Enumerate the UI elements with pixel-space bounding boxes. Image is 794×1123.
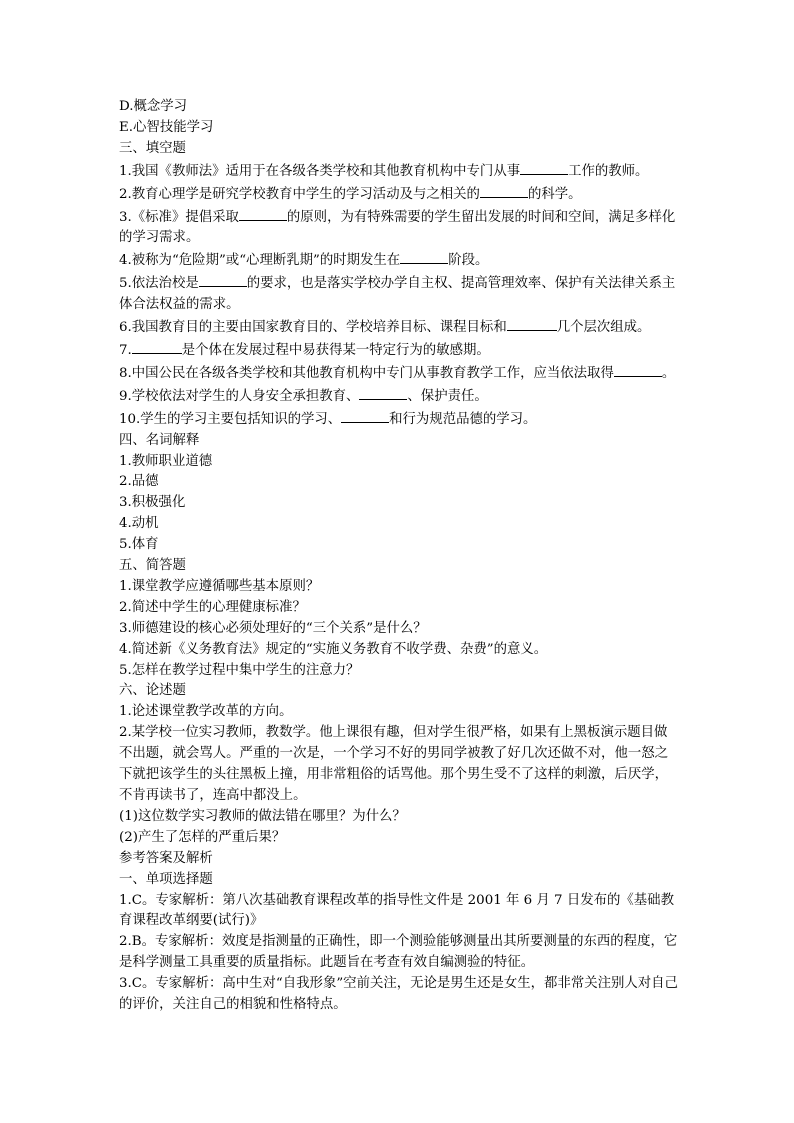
q10-text-b: 和行为规范品德的学习。 [389, 411, 537, 427]
short-answer-item: 5.怎样在教学过程中集中学生的注意力？ [119, 662, 360, 678]
fill-question-8 [119, 362, 679, 385]
option-e: E.心智技能学习 [119, 119, 214, 135]
answers-section-title: 一、单项选择题 [119, 871, 213, 887]
q5-text-a: 5.依法治校是 [119, 276, 199, 292]
q5-text-b: 的要求，也是落实学校办学自主权、提高管理效率、保护有关法律关系主体合法权益的需求。 [119, 276, 676, 313]
section-short-answer-title: 五、简答题 [119, 558, 186, 574]
essay-question-1: 1.论述课堂教学改革的方向。 [119, 704, 293, 720]
section-fill-blank-title: 三、填空题 [119, 140, 186, 156]
q6-text-a: 6.我国教育目的主要由国家教育目的、学校培养目标、课程目标和 [119, 320, 507, 336]
q2-text-a: 2.教育心理学是研究学校教育中学生的学习活动及与之相关的 [119, 186, 480, 202]
q8-text-b: 。 [661, 365, 676, 381]
answer-blank [520, 160, 568, 175]
essay-question-2: 2.某学校一位实习教师，教数学。他上课很有趣，但对学生很严格，如果有上黑板演示题目做不出题，就会骂人。严重的一次是，一个学习不好的男同学被教了好几次还做不对，他一怒之下就把该学生的头往黑板上撞，用非常粗俗的话骂他。那个男生受不了这样的刺激，后厌学，不肯再读书了，连高中都没上。 [119, 725, 669, 803]
answer-blank [199, 272, 247, 287]
answer-blank [614, 362, 662, 377]
fill-question-9 [119, 385, 679, 408]
short-answer-item: 3.师德建设的核心必须处理好的“三个关系”是什么？ [119, 620, 427, 636]
answer-blank [480, 183, 528, 198]
answer-blank [507, 316, 557, 331]
essay-subquestion-1: (1)这位数学实习教师的做法错在哪里？为什么？ [119, 808, 406, 824]
fill-question-3 [119, 206, 679, 250]
fill-question-2 [119, 183, 679, 206]
term-item: 4.动机 [119, 516, 159, 532]
q4-text-a: 4.被称为“危险期”或“心理断乳期”的时期发生在 [119, 253, 401, 269]
answer-3: 3.C。专家解析：高中生对“自我形象”空前关注，无论是男生还是女生，都非常关注别人对自己的评价，关注自己的相貌和性格特点。 [119, 976, 678, 1013]
short-answer-item: 2.简述中学生的心理健康标准？ [119, 599, 306, 615]
answer-1: 1.C。专家解析：第八次基础教育课程改革的指导性文件是 2001 年 6 月 7 日发布的《基础教育课程改革纲要(试行)》 [119, 892, 674, 929]
q9-text-b: 、保护责任。 [407, 388, 488, 404]
q7-text-a: 7. [119, 342, 132, 358]
q4-text-b: 阶段。 [448, 253, 489, 269]
document-page [119, 97, 679, 1016]
q9-text-a: 9.学校依法对学生的人身安全承担教育、 [119, 388, 360, 404]
short-answer-item: 1.课堂教学应遵循哪些基本原则？ [119, 578, 320, 594]
section-essay-title: 六、论述题 [119, 683, 186, 699]
q1-text-a: 1.我国《教师法》适用于在各级各类学校和其他教育机构中专门从事 [119, 163, 521, 179]
answers-title: 参考答案及解析 [119, 850, 213, 866]
answer-2: 2.B。专家解析：效度是指测量的正确性，即一个测验能够测量出其所要测量的东西的程度，它是科学测量工具重要的质量指标。此题旨在考查有效自编测验的特征。 [119, 934, 678, 971]
fill-question-1 [119, 160, 679, 183]
short-answer-item: 4.简述新《义务教育法》规定的“实施义务教育不收学费、杂费”的意义。 [119, 641, 548, 657]
q3-text-b: 的原则，为有特殊需要的学生留出发展的时间和空间，满足多样化的学习需求。 [119, 209, 676, 246]
answer-blank [341, 408, 389, 423]
fill-question-10 [119, 408, 679, 431]
term-item: 2.品德 [119, 474, 159, 490]
term-item: 1.教师职业道德 [119, 453, 213, 469]
section-terms-title: 四、名词解释 [119, 432, 200, 448]
q10-text-a: 10.学生的学习主要包括知识的学习、 [119, 411, 342, 427]
q7-text-b: 是个体在发展过程中易获得某一特定行为的敏感期。 [181, 342, 490, 358]
answer-blank [239, 206, 287, 221]
answer-blank [359, 385, 407, 400]
q8-text-a: 8.中国公民在各级各类学校和其他教育机构中专门从事教育教学工作，应当依法取得 [119, 365, 614, 381]
q3-text-a: 3.《标准》提倡采取 [119, 209, 239, 225]
term-item: 5.体育 [119, 537, 159, 553]
term-item: 3.积极强化 [119, 495, 186, 511]
fill-question-5 [119, 272, 679, 316]
answer-blank [400, 249, 448, 264]
q1-text-b: 工作的教师。 [568, 163, 649, 179]
answer-blank [132, 339, 182, 354]
fill-question-7 [119, 339, 679, 362]
q6-text-b: 几个层次组成。 [556, 320, 651, 336]
fill-question-6 [119, 316, 679, 339]
essay-subquestion-2: (2)产生了怎样的严重后果？ [119, 829, 286, 845]
fill-question-4 [119, 249, 679, 272]
option-d: D.概念学习 [119, 99, 188, 114]
q2-text-b: 的科学。 [527, 186, 582, 202]
